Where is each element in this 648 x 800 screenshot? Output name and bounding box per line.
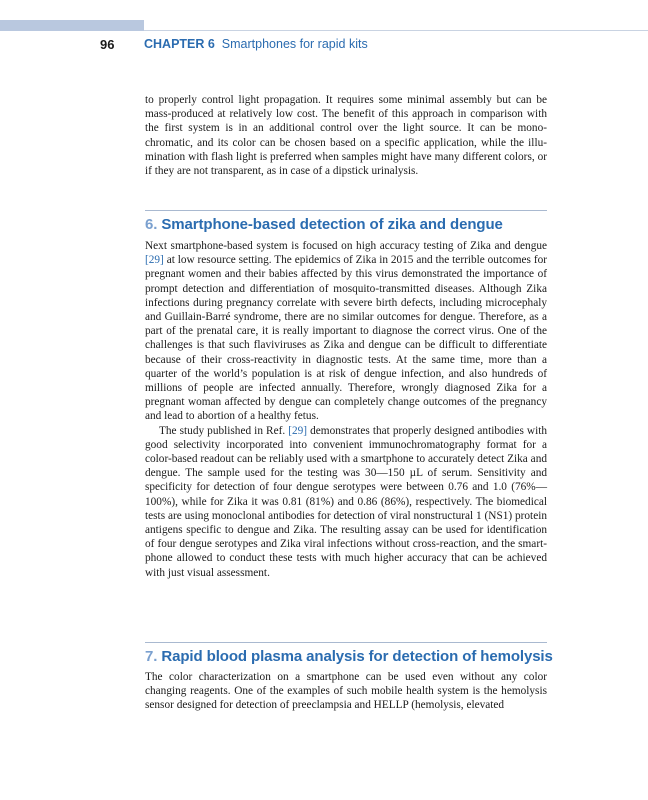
section-6-rule (145, 210, 547, 211)
intro-block (145, 93, 547, 178)
section-7-rule (145, 642, 547, 643)
page-number: 96 (100, 37, 115, 52)
section-6 (145, 210, 547, 580)
section-6-paragraph-2 (145, 424, 547, 580)
section-7 (145, 642, 553, 713)
text-run: at low resource setting. The epidemics of Zika in 2015 and the terrible outcomes for pregnant women and their babies affected by this virus demonstrated the importance of prompt detection and differentiation of mosquito-transmitted diseases. Although Zika infections during pregnancy correlate with severe birth defects, including microcephaly and Guillain-Barré syndrome, there are no similar outcomes for dengue. Therefore, as a part of the prenatal care, it is really important to diagnose the correct virus. One of the challenges is that such flaviviruses as Zika and dengue can be difficult to differentiate because of their cross-reactivity in diagnostic tests. At the same time, more than a quarter of the world’s population is at risk of dengue infection, and also hundreds of millions of people are infected annually. Therefore, wrongly diagnosed Zika for a pregnant woman affected by dengue can completely change outcomes of the pregnancy and lead to abortion of a healthy fetus. (145, 254, 547, 423)
section-7-paragraph-1: The color characterization on a smartphone can be used even without any color changing reagents. One of the examples of such mobile health system is the hemolysis sensor designed for detection of preeclampsia and HELLP (hemolysis, elevated (145, 671, 547, 712)
chapter-label: CHAPTER 6 (144, 37, 215, 51)
citation-link[interactable]: [29] (288, 424, 308, 437)
section-7-heading (145, 648, 553, 665)
text-run: Next smartphone-based system is focused on high accuracy testing of Zika and dengue (145, 240, 547, 252)
text-run: demonstrates that properly designed antibodies with good selectivity incorporated into convenient immunochromatography format for a color-based readout can be reliably used with a smartphone to accurately detect Zika and dengue. The sample used for the testing was 30—150 µL of serum. Sensitivity and specificity for detection of four dengue serotypes were between 0.76 and 1.0 (76%—100%), while for Zika it was 0.81 (81%) and 0.86 (86%), respectively. The biomedical tests are using monoclonal antibodies for detection of viral nonstructural 1 (NS1) protein antigens specific to dengue and Zika. The resulting assay can be used for identification of four dengue serotypes and Zika viral infections without cross-reaction, and the smartphone allowed to conduct these tests with much higher accuracy that can be achieved with just visual assessment. (145, 424, 547, 579)
chapter-title: Smartphones for rapid kits (221, 37, 368, 51)
intro-paragraph: to properly control light propagation. It requires some minimal assembly but can be mass-produced at relatively low cost. The benefit of this approach in comparison with the first system is in an additional control over the light source. It can be monochromatic, and its color can be chosen based on a specific application, while the illumination with flash light is preferred when samples might have many different colors, or if they are not transparent, as in case of a dipstick urinalysis. (145, 94, 547, 178)
section-6-title: Smartphone-based detection of zika and dengue (161, 216, 503, 233)
citation-link[interactable]: [29] (145, 254, 164, 267)
text-run: The study published in Ref. (159, 424, 289, 437)
header-color-bar (0, 20, 144, 31)
section-7-number: 7. (145, 648, 158, 665)
section-6-heading (145, 216, 547, 233)
section-6-number: 6. (145, 216, 158, 233)
header-rule (144, 30, 648, 31)
running-head (144, 37, 368, 51)
section-7-title: Rapid blood plasma analysis for detection of hemolysis (161, 648, 553, 665)
section-6-paragraph-1 (145, 239, 547, 424)
